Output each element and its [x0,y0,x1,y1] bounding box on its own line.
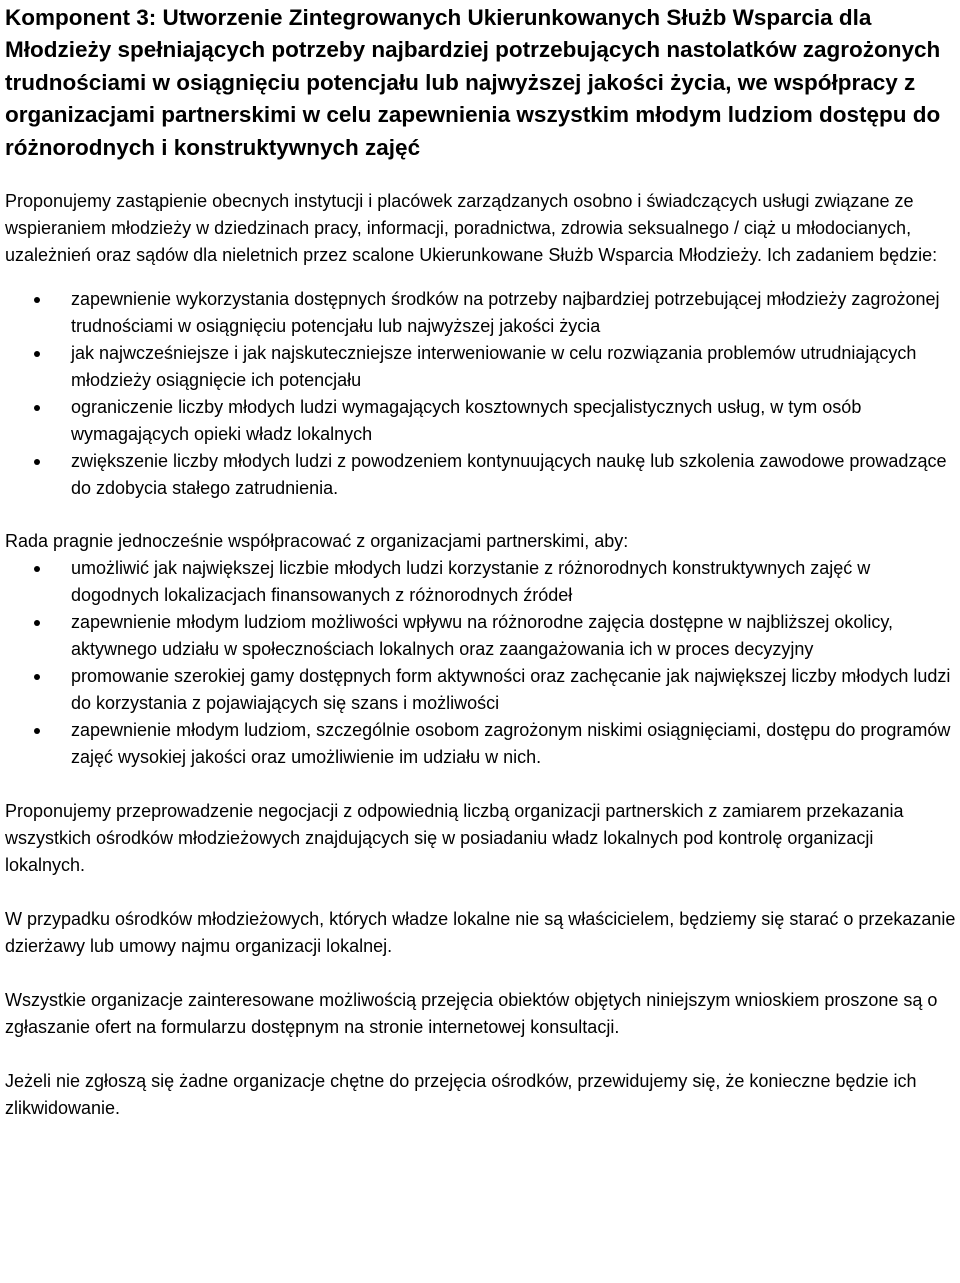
list-item [5,286,956,340]
list-item-text: promowanie szerokiej gamy dostępnych form aktywności oraz zachęcanie jak największej liczby młodych ludzi do korzystania z pojawiających się szans i możliwości [71,666,951,714]
list-item-text: zwiększenie liczby młodych ludzi z powodzeniem kontynuujących naukę lub szkolenia zawodowe prowadzące do zdobycia stałego zatrudnienia. [71,451,947,499]
list-item-text: zapewnienie młodym ludziom, szczególnie osobom zagrożonym niskimi osiągnięciami, dostępu do programów zajęć wysokiej jakości oraz umożliwienie im udziału w nich. [71,720,951,768]
tasks-list [5,286,956,502]
negotiations-paragraph: Proponujemy przeprowadzenie negocjacji z odpowiednią liczbą organizacji partnerskich z zamiarem przekazania wszystkich ośrodków młodzieżowych znajdujących się w posiadaniu władz lokalnych pod kontrolę organizacji lokalnych. [5,801,904,876]
bullet-dot-icon [34,405,40,411]
offers-paragraph: Wszystkie organizacje zainteresowane możliwością przejęcia obiektów objętych niniejszym wnioskiem proszone są o zgłaszanie ofert na formularzu dostępnym na stronie internetowej konsultacji. [5,990,938,1038]
component-heading: Komponent 3: Utworzenie Zintegrowanych Ukierunkowanych Służb Wsparcia dla Młodzieży spełniających potrzeby najbardziej potrzebujących nastolatków zagrożonych trudnościami w osiągnięciu potencjału lub najwyższej jakości życia, we współpracy z organizacjami partnerskimi w celu zapewnienia wszystkim młodym ludziom dostępu do różnorodnych i konstruktywnych zajęć [5,5,941,160]
closure-paragraph: Jeżeli nie zgłoszą się żadne organizacje chętne do przejęcia ośrodków, przewidujemy się, że konieczne będzie ich zlikwidowanie. [5,1071,917,1119]
list-item [5,609,956,663]
bullet-dot-icon [34,459,40,465]
bullet-dot-icon [34,620,40,626]
council-goals-list [5,555,956,771]
bullet-dot-icon [34,297,40,303]
list-item-text: umożliwić jak największej liczbie młodych ludzi korzystanie z różnorodnych konstruktywnych zajęć w dogodnych lokalizacjach finansowanych z różnorodnych źródeł [71,558,871,606]
list-item-text: zapewnienie młodym ludziom możliwości wpływu na różnorodne zajęcia dostępne w najbliższej okolicy, aktywnego udziału w społecznościach lokalnych oraz zaangażowania ich w proces decyzyjny [71,612,894,660]
list-item [5,555,956,609]
leases-paragraph: W przypadku ośrodków młodzieżowych, których władze lokalne nie są właścicielem, będziemy się starać o przekazanie dzierżawy lub umowy najmu organizacji lokalnej. [5,909,956,957]
bullet-dot-icon [34,728,40,734]
list-item-text: zapewnienie wykorzystania dostępnych środków na potrzeby najbardziej potrzebującej młodzieży zagrożonej trudnościami w osiągnięciu potencjału lub najwyższej jakości życia [71,289,940,337]
bullet-dot-icon [34,351,40,357]
bullet-dot-icon [34,674,40,680]
bullet-dot-icon [34,566,40,572]
list-item [5,394,956,448]
council-intro-paragraph: Rada pragnie jednocześnie współpracować z organizacjami partnerskimi, aby: [5,531,629,552]
list-item-text: jak najwcześniejsze i jak najskuteczniejsze interweniowanie w celu rozwiązania problemów utrudniających młodzieży osiągnięcie ich potencjału [71,343,917,391]
list-item [5,448,956,502]
list-item [5,717,956,771]
list-item [5,663,956,717]
list-item-text: ograniczenie liczby młodych ludzi wymagających kosztownych specjalistycznych usług, w tym osób wymagających opieki władz lokalnych [71,397,862,445]
intro-paragraph: Proponujemy zastąpienie obecnych instytucji i placówek zarządzanych osobno i świadczących usługi związane ze wspieraniem młodzieży w dziedzinach pracy, informacji, poradnictwa, zdrowia seksualnego / ciąż u młodocianych, uzależnień oraz sądów dla nieletnich przez scalone Ukierunkowane Służb Wsparcia Młodzieży. Ich zadaniem będzie: [5,191,938,266]
list-item [5,340,956,394]
